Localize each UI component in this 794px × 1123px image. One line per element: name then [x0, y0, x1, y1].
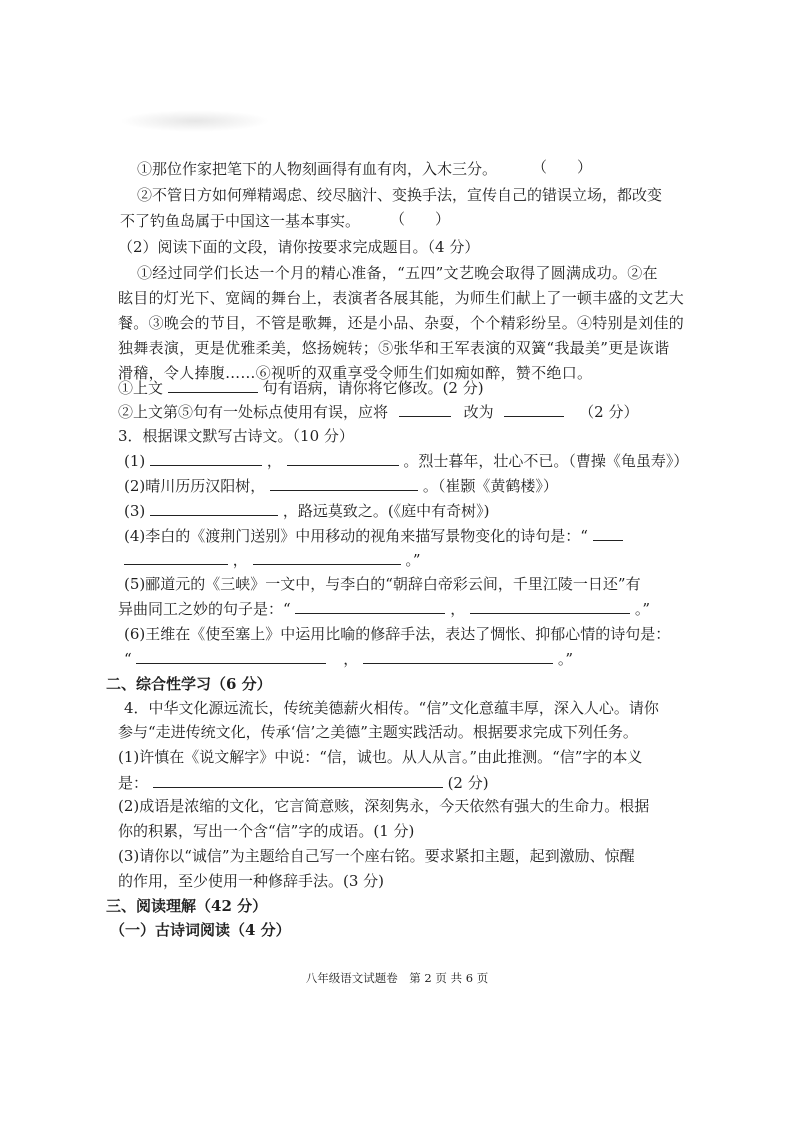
q3-p5-line2 — [118, 598, 650, 619]
q3-p6-end: 。” — [557, 650, 573, 668]
q3-p5-end: 。” — [634, 600, 650, 618]
q3-p1-blank2[interactable] — [287, 450, 399, 466]
q3-p2 — [124, 475, 558, 496]
q2-sub2-blank-from[interactable] — [399, 401, 451, 417]
q3-p4-text: (4)李白的《渡荆门送别》中用移动的视角来描写景物变化的诗句是：“ — [124, 527, 588, 545]
q3-p1 — [124, 450, 688, 471]
q4-task1-line1: (1)许慎在《说文解字》中说：“信，诚也。从人从言。”由此推测。“信”字的本义 — [118, 748, 643, 766]
q3-p5-comma: ， — [450, 600, 466, 618]
q2-sub2-prefix: ②上文第⑤句有一处标点使用有误，应将 — [118, 403, 389, 421]
q1-item1 — [137, 159, 497, 179]
q3-p1-rest: 。烈士暮年，壮心不已。（曹操《龟虽寿》） — [403, 452, 689, 470]
q3-p2-blank[interactable] — [270, 475, 418, 491]
section3-heading: 三、阅读理解（42 分） — [106, 897, 268, 915]
q3-p1-num: (1) — [124, 452, 146, 470]
q3-p3-rest: ，路远莫致之。(《庭中有奇树》) — [282, 502, 490, 520]
q3-p5-blank1[interactable] — [295, 598, 445, 614]
q3-p6-blank2[interactable] — [363, 648, 553, 664]
q2-sub1-prefix: ①上文 — [118, 379, 164, 397]
q2-heading: （2）阅读下面的文段，请你按要求完成题目。（4 分） — [118, 238, 480, 256]
q2-sub2 — [118, 401, 638, 422]
q3-p3-num: (3) — [124, 502, 146, 520]
q4-task1-blank[interactable] — [153, 772, 443, 788]
q2-passage-line: 餐。③晚会的节目，不管是歌舞，还是小品、杂耍，个个精彩纷呈。④特别是刘佳的 — [118, 314, 685, 332]
q2-sub1-answer-blank[interactable] — [168, 377, 258, 393]
q3-p3 — [124, 500, 490, 521]
q1-item1-paren: （ ） — [532, 158, 593, 176]
q2-sub2-mid: 改为 — [463, 403, 494, 421]
q4-task3-line2: 的作用，至少使用一种修辞手法。(3 分) — [118, 872, 385, 890]
q3-p6-blank1[interactable] — [136, 648, 326, 664]
q4-task1-line2 — [118, 772, 489, 793]
q3-p3-blank[interactable] — [150, 500, 278, 516]
q2-passage-line: 独舞表演，更是优雅柔美，悠扬婉转；⑤张华和王军表演的双簧“我最美”更是诙谐 — [118, 339, 670, 357]
q2-sub2-score: （2 分） — [579, 403, 639, 421]
q1-item2-paren: （ ） — [390, 210, 451, 228]
q3-p4-line2 — [124, 549, 421, 570]
q1-item1-text: ①那位作家把笔下的人物刻画得有血有肉，入木三分。 — [137, 160, 498, 178]
q2-passage-line: 滑稽，令人捧腹……⑥视听的双重享受令师生们如痴如醉，赞不绝口。 — [118, 364, 593, 382]
q2-passage-line: ①经过同学们长达一个月的精心准备，“五四”文艺晚会取得了圆满成功。②在 — [137, 264, 658, 282]
q3-p4-blank-start[interactable] — [593, 525, 623, 541]
q3-p1-blank1[interactable] — [150, 450, 262, 466]
q3-p4-blank1[interactable] — [124, 549, 228, 565]
q4-task2-line2: 你的积累，写出一个含“信”字的成语。(1 分) — [118, 822, 415, 840]
q3-p4-line1 — [124, 525, 623, 546]
q4-task1-prefix: 是： — [118, 774, 149, 792]
q3-p1-comma: ， — [266, 452, 282, 470]
q3-p5-text: 异曲同工之妙的句子是：“ — [118, 600, 291, 618]
q3-p2-text: (2)晴川历历汉阳树， — [124, 477, 266, 495]
q4-line1: 4．中华文化源远流长，传统美德薪火相传。“信”文化意蕴丰厚，深入人心。请你 — [124, 699, 659, 717]
q3-p2-source: 。（崔颢《黄鹤楼》） — [422, 477, 558, 495]
q2-sub1-suffix: 句有语病，请你将它修改。(2 分) — [262, 379, 484, 397]
scan-smudge — [120, 110, 270, 132]
section2-heading: 二、综合性学习（6 分） — [106, 675, 272, 693]
q3-p6-open-quote: “ — [124, 650, 132, 668]
q3-p5-line1: (5)郦道元的《三峡》一文中，与李白的“朝辞白帝彩云间，千里江陵一日还”有 — [124, 575, 641, 593]
q3-p4-blank2[interactable] — [253, 549, 401, 565]
q4-task1-score: (2 分) — [447, 774, 489, 792]
q3-p4-end: 。” — [405, 551, 421, 569]
q4-line2: 参与“走进传统文化，传承‘信’之美德”主题实践活动。根据要求完成下列任务。 — [118, 723, 638, 741]
page-footer: 八年级语文试题卷 第 2 页 共 6 页 — [305, 971, 489, 985]
q3-p4-comma: ， — [232, 551, 248, 569]
q2-passage-line: 眩目的灯光下、宽阔的舞台上，表演者各展其能，为师生们献上了一顿丰盛的文艺大 — [118, 289, 685, 307]
q3-p6-line2 — [124, 648, 573, 669]
q3-heading: 3．根据课文默写古诗文。（10 分） — [118, 427, 354, 445]
q1-item2-line2: 不了钓鱼岛属于中国这一基本事实。 — [120, 212, 361, 230]
q3-p6-line1: (6)王维在《使至塞上》中运用比喻的修辞手法，表达了惆怅、抑郁心情的诗句是： — [124, 625, 671, 643]
q4-task3-line1: (3)请你以“诚信”为主题给自己写一个座右铭。要求紧扣主题，起到激励、惊醒 — [118, 847, 635, 865]
q2-sub1 — [118, 377, 484, 398]
q4-task2-line1: (2)成语是浓缩的文化，它言简意赅，深刻隽永，今天依然有强大的生命力。根据 — [118, 797, 650, 815]
q1-item2-line1: ②不管日方如何殚精竭虑、绞尽脑汁、变换手法，宣传自己的错误立场，都改变 — [137, 186, 663, 204]
q2-sub2-blank-to[interactable] — [504, 401, 564, 417]
q3-p5-blank2[interactable] — [470, 598, 630, 614]
section3-subheading: （一）古诗词阅读（4 分） — [110, 921, 291, 939]
q3-p6-comma: ， — [343, 650, 359, 668]
